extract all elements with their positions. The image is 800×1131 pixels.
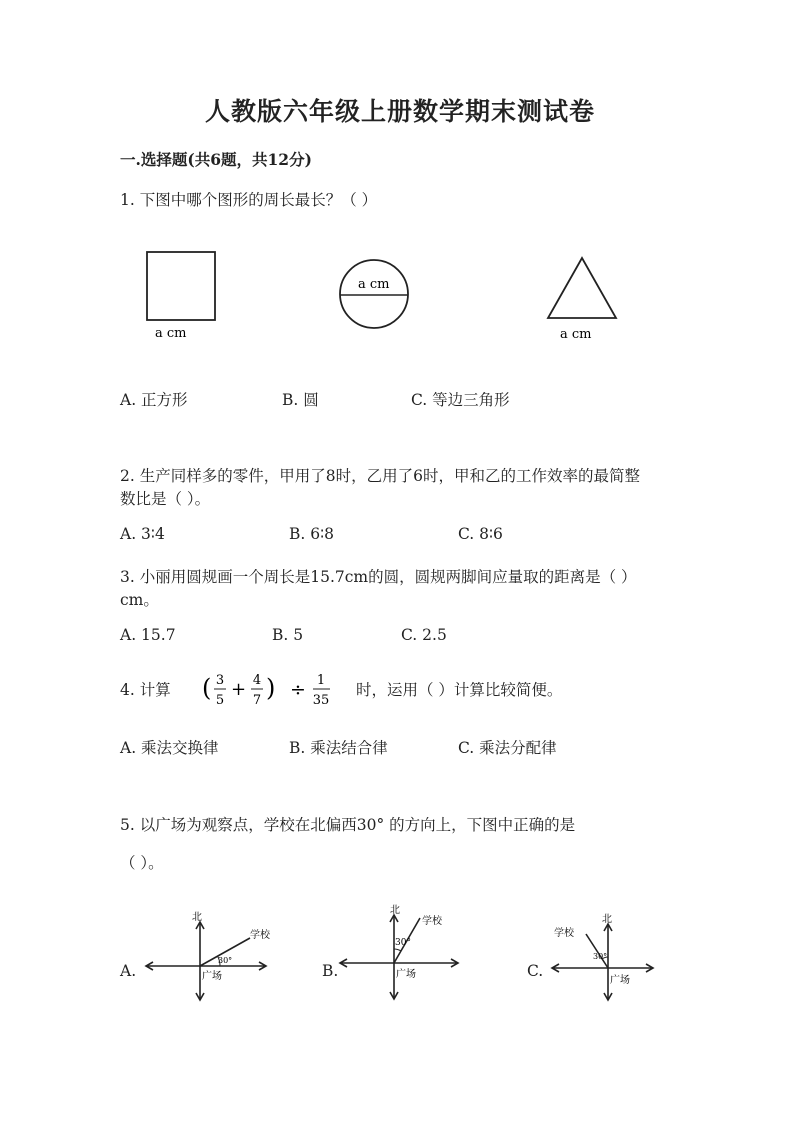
question-5-line1: 5. 以广场为观察点，学校在北偏西30° 的方向上，下图中正确的是	[120, 816, 576, 834]
circle-figure	[330, 250, 420, 340]
question-3-line1: 3. 小丽用圆规画一个周长是15.7cm的圆，圆规两脚间应量取的距离是（ ）	[120, 568, 637, 586]
q2-option-a[interactable]: A. 3∶4	[120, 525, 165, 543]
q4-option-a[interactable]: A. 乘法交换律	[120, 739, 219, 757]
q1-option-b[interactable]: B. 圆	[282, 391, 319, 409]
diagram-c-north-label: 北	[602, 914, 612, 925]
diagram-c-square-label: 广场	[610, 975, 630, 986]
q4-option-c[interactable]: C. 乘法分配律	[458, 739, 557, 757]
expr-den-2: 7	[252, 693, 262, 708]
expr-den-3: 35	[312, 693, 330, 708]
square-label: a cm	[155, 326, 187, 341]
question-4-prefix: 4. 计算	[120, 681, 171, 699]
expr-den-1: 5	[215, 693, 225, 708]
expr-close-paren: )	[266, 674, 276, 702]
diagram-b	[338, 903, 464, 1005]
triangle-label: a cm	[560, 327, 592, 342]
expr-num-2: 4	[252, 673, 262, 688]
expr-open-paren: (	[202, 674, 212, 702]
q3-option-b[interactable]: B. 5	[272, 626, 304, 644]
q1-option-c[interactable]: C. 等边三角形	[411, 391, 510, 409]
diagram-b-north-label: 北	[390, 905, 400, 916]
square-shape	[147, 252, 215, 320]
q2-option-b[interactable]: B. 6∶8	[289, 525, 335, 543]
diagram-c-angle-label: 30°	[593, 952, 608, 961]
triangle-figure	[540, 250, 630, 350]
expr-plus: +	[231, 679, 247, 700]
expr-num-1: 3	[215, 673, 225, 688]
q1-option-a[interactable]: A. 正方形	[120, 391, 188, 409]
diagram-b-angle-arc	[394, 949, 401, 951]
diagram-c-school-ray	[586, 934, 608, 968]
diagram-b-square-label: 广场	[396, 969, 416, 980]
q5-option-a[interactable]: A.	[120, 962, 137, 980]
section-heading: 一.选择题(共6题，共12分)	[120, 150, 312, 169]
q5-option-b[interactable]: B.	[322, 962, 339, 980]
expr-num-3: 1	[316, 673, 326, 688]
question-1-text: 1. 下图中哪个图形的周长最长？（ ）	[120, 191, 378, 209]
circle-label: a cm	[358, 277, 390, 292]
question-5-line2: （ ）。	[120, 854, 164, 872]
triangle-shape	[548, 258, 616, 318]
q3-option-a[interactable]: A. 15.7	[120, 626, 176, 644]
question-3-line2: cm。	[120, 591, 159, 609]
circle-shape	[340, 260, 408, 328]
q4-option-b[interactable]: B. 乘法结合律	[289, 739, 388, 757]
diagram-a-angle-label: 30°	[218, 956, 233, 965]
q5-option-c[interactable]: C.	[527, 962, 544, 980]
question-2-line1: 2. 生产同样多的零件，甲用了8时，乙用了6时，甲和乙的工作效率的最简整	[120, 467, 640, 485]
diagram-c-school-label: 学校	[554, 928, 574, 939]
diagram-a	[140, 910, 280, 1006]
question-4-suffix: 时，运用（ ）计算比较简便。	[356, 681, 563, 699]
expr-divide: ÷	[290, 679, 306, 701]
q2-option-c[interactable]: C. 8∶6	[458, 525, 503, 543]
math-expression	[202, 668, 342, 712]
diagram-a-square-label: 广场	[202, 971, 222, 982]
q3-option-c[interactable]: C. 2.5	[401, 626, 447, 644]
diagram-b-angle-label: 30°	[395, 938, 411, 948]
question-2-line2: 数比是（ ）。	[120, 490, 211, 508]
diagram-a-school-label: 学校	[250, 930, 270, 941]
diagram-a-north-label: 北	[192, 912, 202, 923]
square-figure	[130, 245, 230, 345]
diagram-c	[548, 912, 658, 1006]
page-title: 人教版六年级上册数学期末测试卷	[204, 97, 595, 126]
diagram-b-school-label: 学校	[422, 916, 442, 927]
